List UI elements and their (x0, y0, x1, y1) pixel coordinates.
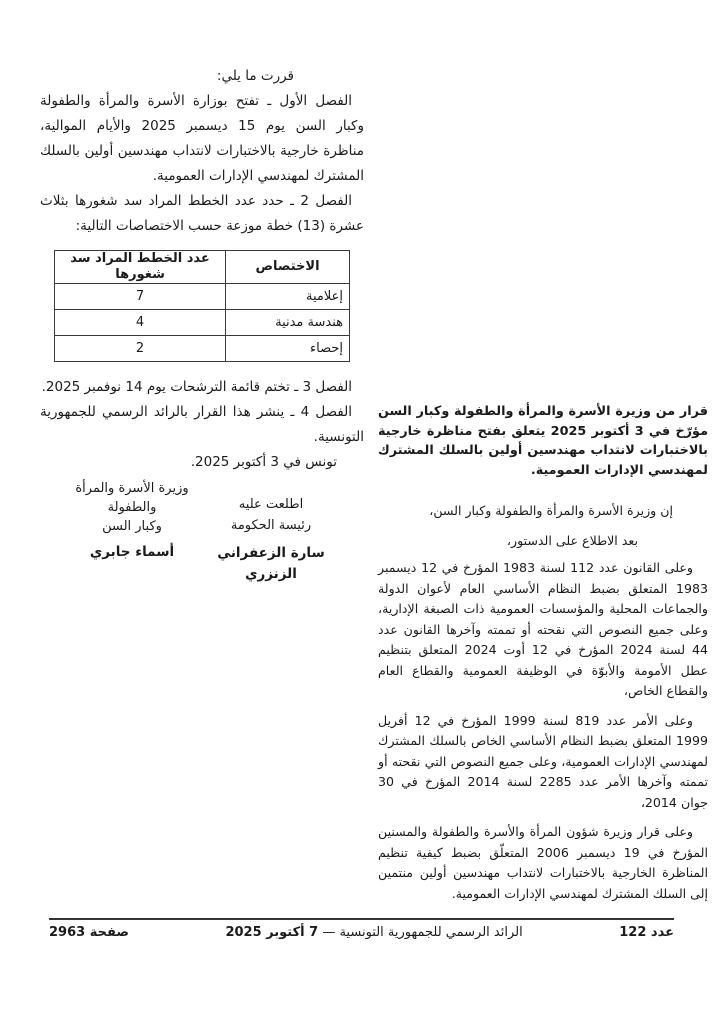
right-column (378, 402, 708, 913)
table-row (55, 310, 350, 336)
footer-issue-number: عدد 122 (619, 925, 674, 940)
seen-by-label: اطلعت عليه (238, 497, 304, 512)
header-vacancies: عدد الخطط المراد سد شغورها (55, 251, 226, 284)
article-4: الفصل 4 ـ ينشر هذا القرار بالرائد الرسمي للجمهورية التونسية. (40, 404, 364, 445)
specialties-table (54, 250, 350, 362)
dateline: تونس في 3 أكتوبر 2025. (190, 454, 337, 470)
page-footer (49, 925, 674, 940)
count-cell: 2 (55, 336, 226, 362)
specialty-cell: إعلامية (226, 284, 350, 310)
article-3: الفصل 3 ـ تختم قائمة الترشحات يوم 14 نوفمبر 2025. (41, 379, 352, 395)
minister-title-line2: وكبار السن (102, 519, 162, 534)
table-row (55, 336, 350, 362)
decree-title: قرار من وزيرة الأسرة والمرأة والطفولة وكبار السن مؤرّخ في 3 أكتوبر 2025 يتعلق بفتح مناظرة خارجية بالاختبارات لانتداب مهندسين أولين بالسلك المشترك لمهندسي الإدارات العمومية. (378, 404, 708, 478)
count-cell: 4 (55, 310, 226, 336)
header-specialty: الاختصاص (226, 251, 350, 284)
minister-title-line1: وزيرة الأسرة والمرأة والطفولة (75, 481, 189, 515)
table-row (55, 284, 350, 310)
head-of-government-title: رئيسة الحكومة (230, 518, 312, 533)
visa-ministerial-order-2006: وعلى قرار وزيرة شؤون المرأة والأسرة والطفولة والمسنين المؤرخ في 19 ديسمبر 2006 المتعلّق بضبط كيفية تنظيم المناظرة الخارجية بالاختبارات لانتداب مهندسين أولين منتمين إلى السلك المشترك لمهندسي الإدارات العمومية. (378, 824, 708, 901)
specialty-cell: إحصاء (226, 336, 350, 362)
journal-name: الرائد الرسمي للجمهورية التونسية — (322, 925, 523, 940)
signature-minister (50, 479, 214, 562)
head-of-government-name: سارة الزعفراني الزنزري (217, 545, 325, 582)
decree-opening: إن وزيرة الأسرة والمرأة والطفولة وكبار السن، (429, 503, 673, 518)
specialty-cell: هندسة مدنية (226, 310, 350, 336)
signature-head-of-government (204, 494, 338, 585)
visa-decree-819-1999: وعلى الأمر عدد 819 لسنة 1999 المؤرخ في 12 أفريل 1999 المتعلق بضبط النظام الأساسي الخاص بالسلك المشترك لمهندسي الإدارات العمومية، وعلى جميع النصوص التي نقحته أو تممته وآخرها الأمر عدد 2285 لسنة 2014 المؤرخ في 30 جوان 2014، (378, 712, 708, 810)
article-1: الفصل الأول ـ تفتح بوزارة الأسرة والمرأة والطفولة وكبار السن يوم 15 ديسمبر 2025 والأيام الموالية، مناظرة خارجية بالاختبارات لانتداب مهندسين أولين بالسلك المشترك لمهندسي الإدارات العمومية. (40, 93, 364, 184)
signatures (40, 479, 364, 582)
journal-date: 7 أكتوبر 2025 (225, 925, 319, 940)
decision-intro: قررت ما يلي: (216, 68, 294, 84)
article-2: الفصل 2 ـ حدد عدد الخطط المراد سد شغورها بثلاث عشرة (13) خطة موزعة حسب الاختصاصات التالية: (40, 193, 364, 234)
visa-constitution: بعد الاطلاع على الدستور، (506, 532, 638, 548)
left-column (40, 64, 364, 582)
count-cell: 7 (55, 284, 226, 310)
minister-name: أسماء جابري (89, 544, 175, 560)
visa-law-112-1983: وعلى القانون عدد 112 لسنة 1983 المؤرخ في 12 ديسمبر 1983 المتعلق بضبط النظام الأساسي العام لأعوان الدولة والجماعات المحلية والمؤسسات العمومية ذات الصبغة الإدارية، وعلى جميع النصوص التي نقحته أو تممته وآخرها القانون عدد 44 لسنة 2024 المؤرخ في 12 أوت 2024 المتعلق بتنظيم عطل الأمومة والأبوّة في الوظيفة العمومية والقطاع العام والقطاع الخاص، (378, 560, 708, 698)
table-header-row (55, 251, 350, 284)
footer-divider (49, 918, 674, 920)
footer-page-number: صفحة 2963 (49, 925, 129, 940)
footer-journal-title (225, 925, 522, 940)
